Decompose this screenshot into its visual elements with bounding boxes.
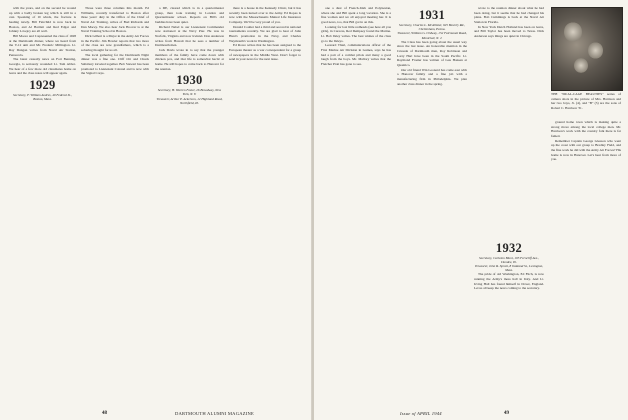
- paragraph: Donald Coulter had a third and second in national tournaments recently. We are glad to hear of John Hunt's promotion in the Navy, and Charles Weymouth's work in Washington.: [229, 24, 301, 43]
- paragraph: Ed Rowe writes that he has been assigned to the European theater as a war correspondent for a group of newspapers in the Middle West. Don't forget to send in your news for the next issue.: [229, 43, 301, 62]
- left-column-3: [155, 6, 224, 105]
- page-number: 48: [102, 411, 107, 416]
- right-page: [314, 0, 628, 420]
- paragraph: The local gathering for the Dartmouth Night dinner was a fine one. Cliff Orr and Chuck Salisbury traveled together. Bob Stewart has been promoted to Lieutenant Colonel and is now with the Signal Corps.: [81, 52, 149, 76]
- class-year-heading: 1931: [418, 8, 446, 22]
- class-year-heading: 1929: [29, 77, 56, 92]
- paragraph: a DE, cleared which is in a quartermaster group, then took training in London and Quartermaster school. Reports on Bill's old buddies have been quiet.: [155, 6, 224, 24]
- left-column-2: [81, 6, 149, 76]
- paragraph: Leonard Thiel, communications officer of the First Marine Air Division in Guinea, says he has had a pair of a combat pilots and many a good laugh from the boys. Mr. Mallory writes that the Fletcher Pratt has gone to sea.: [321, 43, 391, 66]
- paragraph: ground home town which is making quite a strong move among the local college men. Mr. Harrison's work with the country folk there is far famed.: [551, 120, 621, 138]
- left-page: [0, 0, 312, 420]
- paragraph: Richard Nebel is our Lieutenant Commander now stationed at the Navy Pier. He was in Norfolk, Virginia and now Iceland. Don Anderson writes from Hawaii that he sees a number of Dartmouth men.: [155, 24, 224, 48]
- right-column-2: [397, 6, 467, 86]
- left-column-1: [9, 6, 76, 101]
- page-number: 49: [504, 411, 509, 416]
- paragraph: The latest casualty news on Fort Benning, Georgia, is seriously wounded Lt. Tom Abbot. We hear of a few more old classmates home on leave and the class notes will appear again.: [9, 57, 76, 76]
- right-column-1: [321, 6, 391, 67]
- right-column-4: [551, 120, 621, 162]
- family-photograph: [551, 7, 623, 91]
- class-year-heading: 1930: [176, 73, 203, 88]
- right-column-3: [474, 6, 544, 291]
- paragraph: with the years, and on the second he wound up with a badly broken leg which is still in a cast. Speaking of ill winds, the fracture is healing nicely. Bill Fairchild is now back in Boston, and Al Bartlett and Red Edgar and Johnny Lovejoy are all well.: [9, 6, 76, 34]
- class-treasurer-line: Treasurer, Arthur P. Ackerson, 12 Highland Road, Northfield, Ill.: [156, 96, 223, 105]
- class-secretary-line: Secretary, F. William Andres, 40 Federal St., Boston, Mass.: [13, 92, 72, 102]
- magazine-footer-title: DARTMOUTH ALUMNI MAGAZINE: [175, 411, 254, 416]
- paragraph: Remember Captain George Gleason who went up the coast with our group to Bradley Field, and the fine work he did with the Army Air Forces? His home is now in Hanover. Let's hear from more of you.: [551, 138, 621, 162]
- class-year-heading: 1932: [495, 240, 523, 255]
- class-secretary-line: Secretary, Carleton Blunt, 105 Ferncliff Ave., Dundee, Ill.: [479, 255, 539, 264]
- paragraph: Our old friend Win Leonard has come east with a Hanover family and a fine job with a manufacturing firm in Philadelphia. We plan another class dinner in the spring.: [397, 67, 467, 86]
- left-column-4: [229, 6, 301, 62]
- paragraph: Jack Davis wrote in to say that the younger members of the family have come down with chicken pox, and that life is somewhat hectic at home. He still hopes to come back to Hanover for the reunion.: [155, 47, 224, 71]
- photo-caption: THE "DUAL-CAGE BEAUTIES" series of camera shots in the picture of Mrs. Harrison and her two boys, Jr. (4), and "B" (3) are the sons of Robert C. Harrison '31.: [551, 92, 621, 110]
- class-secretary-line: Secretary, Charles L. McAllister, 925 Beverly Rd., Cheltenham, Penna.: [399, 23, 465, 32]
- class-treasurer-line: Treasurer, William G. Ordway, 152 Fairmount Road, Montclair, N. J.: [397, 31, 467, 40]
- paragraph: Those were three columns this month. Ed Williams, recently transferred to Boston after three years' duty in the Office of the Chief of Naval Air Training, writes of Bud Richards and Dan Macey. We also hear Jack Hoover is at the Naval Training School in Boston.: [81, 6, 149, 34]
- paragraph: Dick Gilbert is a Major in the Army Air Forces in the Pacific. Jim Bowler reports that two more of the class are now grandfathers, which is a sobering thought for us all.: [81, 33, 149, 52]
- paragraph: wrote to the reunion dinner about what he had been doing, but it seems that he had changed his plans. Bob Cummings is back at the Naval Air Station in Florida.: [474, 6, 544, 24]
- paragraph: one a dust of French-Irish and Polynesian, where she and Bill spent a long vacation. She is a fine woman and we all enjoyed meeting her. It is good news, too, that Bill got in on this.: [321, 6, 391, 24]
- paragraph: The pride of old Washington, Ed Fitch, is now running the Army's mess hall in Italy. And Lt. Irving Hall has found himself in Dover, England. Let us all keep the news coming to the secretary.: [474, 272, 544, 291]
- class-treasurer-line: Treasurer, John R. Spratt, 8 Oakland St., Lexington, Mass.: [474, 264, 544, 273]
- paragraph: The Class has been going about the usual way since the last issue. An honorable mention in the Crusade of Dartmouth men, Roy Robinson and Larry Hart have been in the South Pacific. Lt. Raymond Frazier has written of Gus Hansen at Quantico.: [397, 39, 467, 68]
- class-secretary-line: Secretary, H. Warren Foster, 26 Broadway, New York, N. Y.: [157, 88, 222, 97]
- paragraph: there is a house in the Kennedy Clinic, but it has recently been turned over to the Army. Ed Ropes is now with the Massachusetts Mutual Life Insurance Company. We'll be very proud of you.: [229, 6, 301, 24]
- paragraph: Bill Moore and I represented the class of 1928 at the Dartmouth dinner, where we heard from the V-12 unit and Mr. Frederic Millington. Lt. Ray Dungan writes from Naval Air Station, Pensacola.: [9, 33, 76, 57]
- paragraph: Looking for lost little redheads (see here all you girls), in Caracas, Red Dempsey found the Marine. Lt. Bob Ilsley writes. The best wishes of the class go to the Ilsleys.: [321, 24, 391, 43]
- paragraph: In New York Dutch Holland has been on leave, and Bill Taylor has been moved to Texas. Dick Anderson says things are quiet in Chicago.: [474, 24, 544, 38]
- issue-date-footer: Issue of APRIL 1944: [400, 411, 442, 416]
